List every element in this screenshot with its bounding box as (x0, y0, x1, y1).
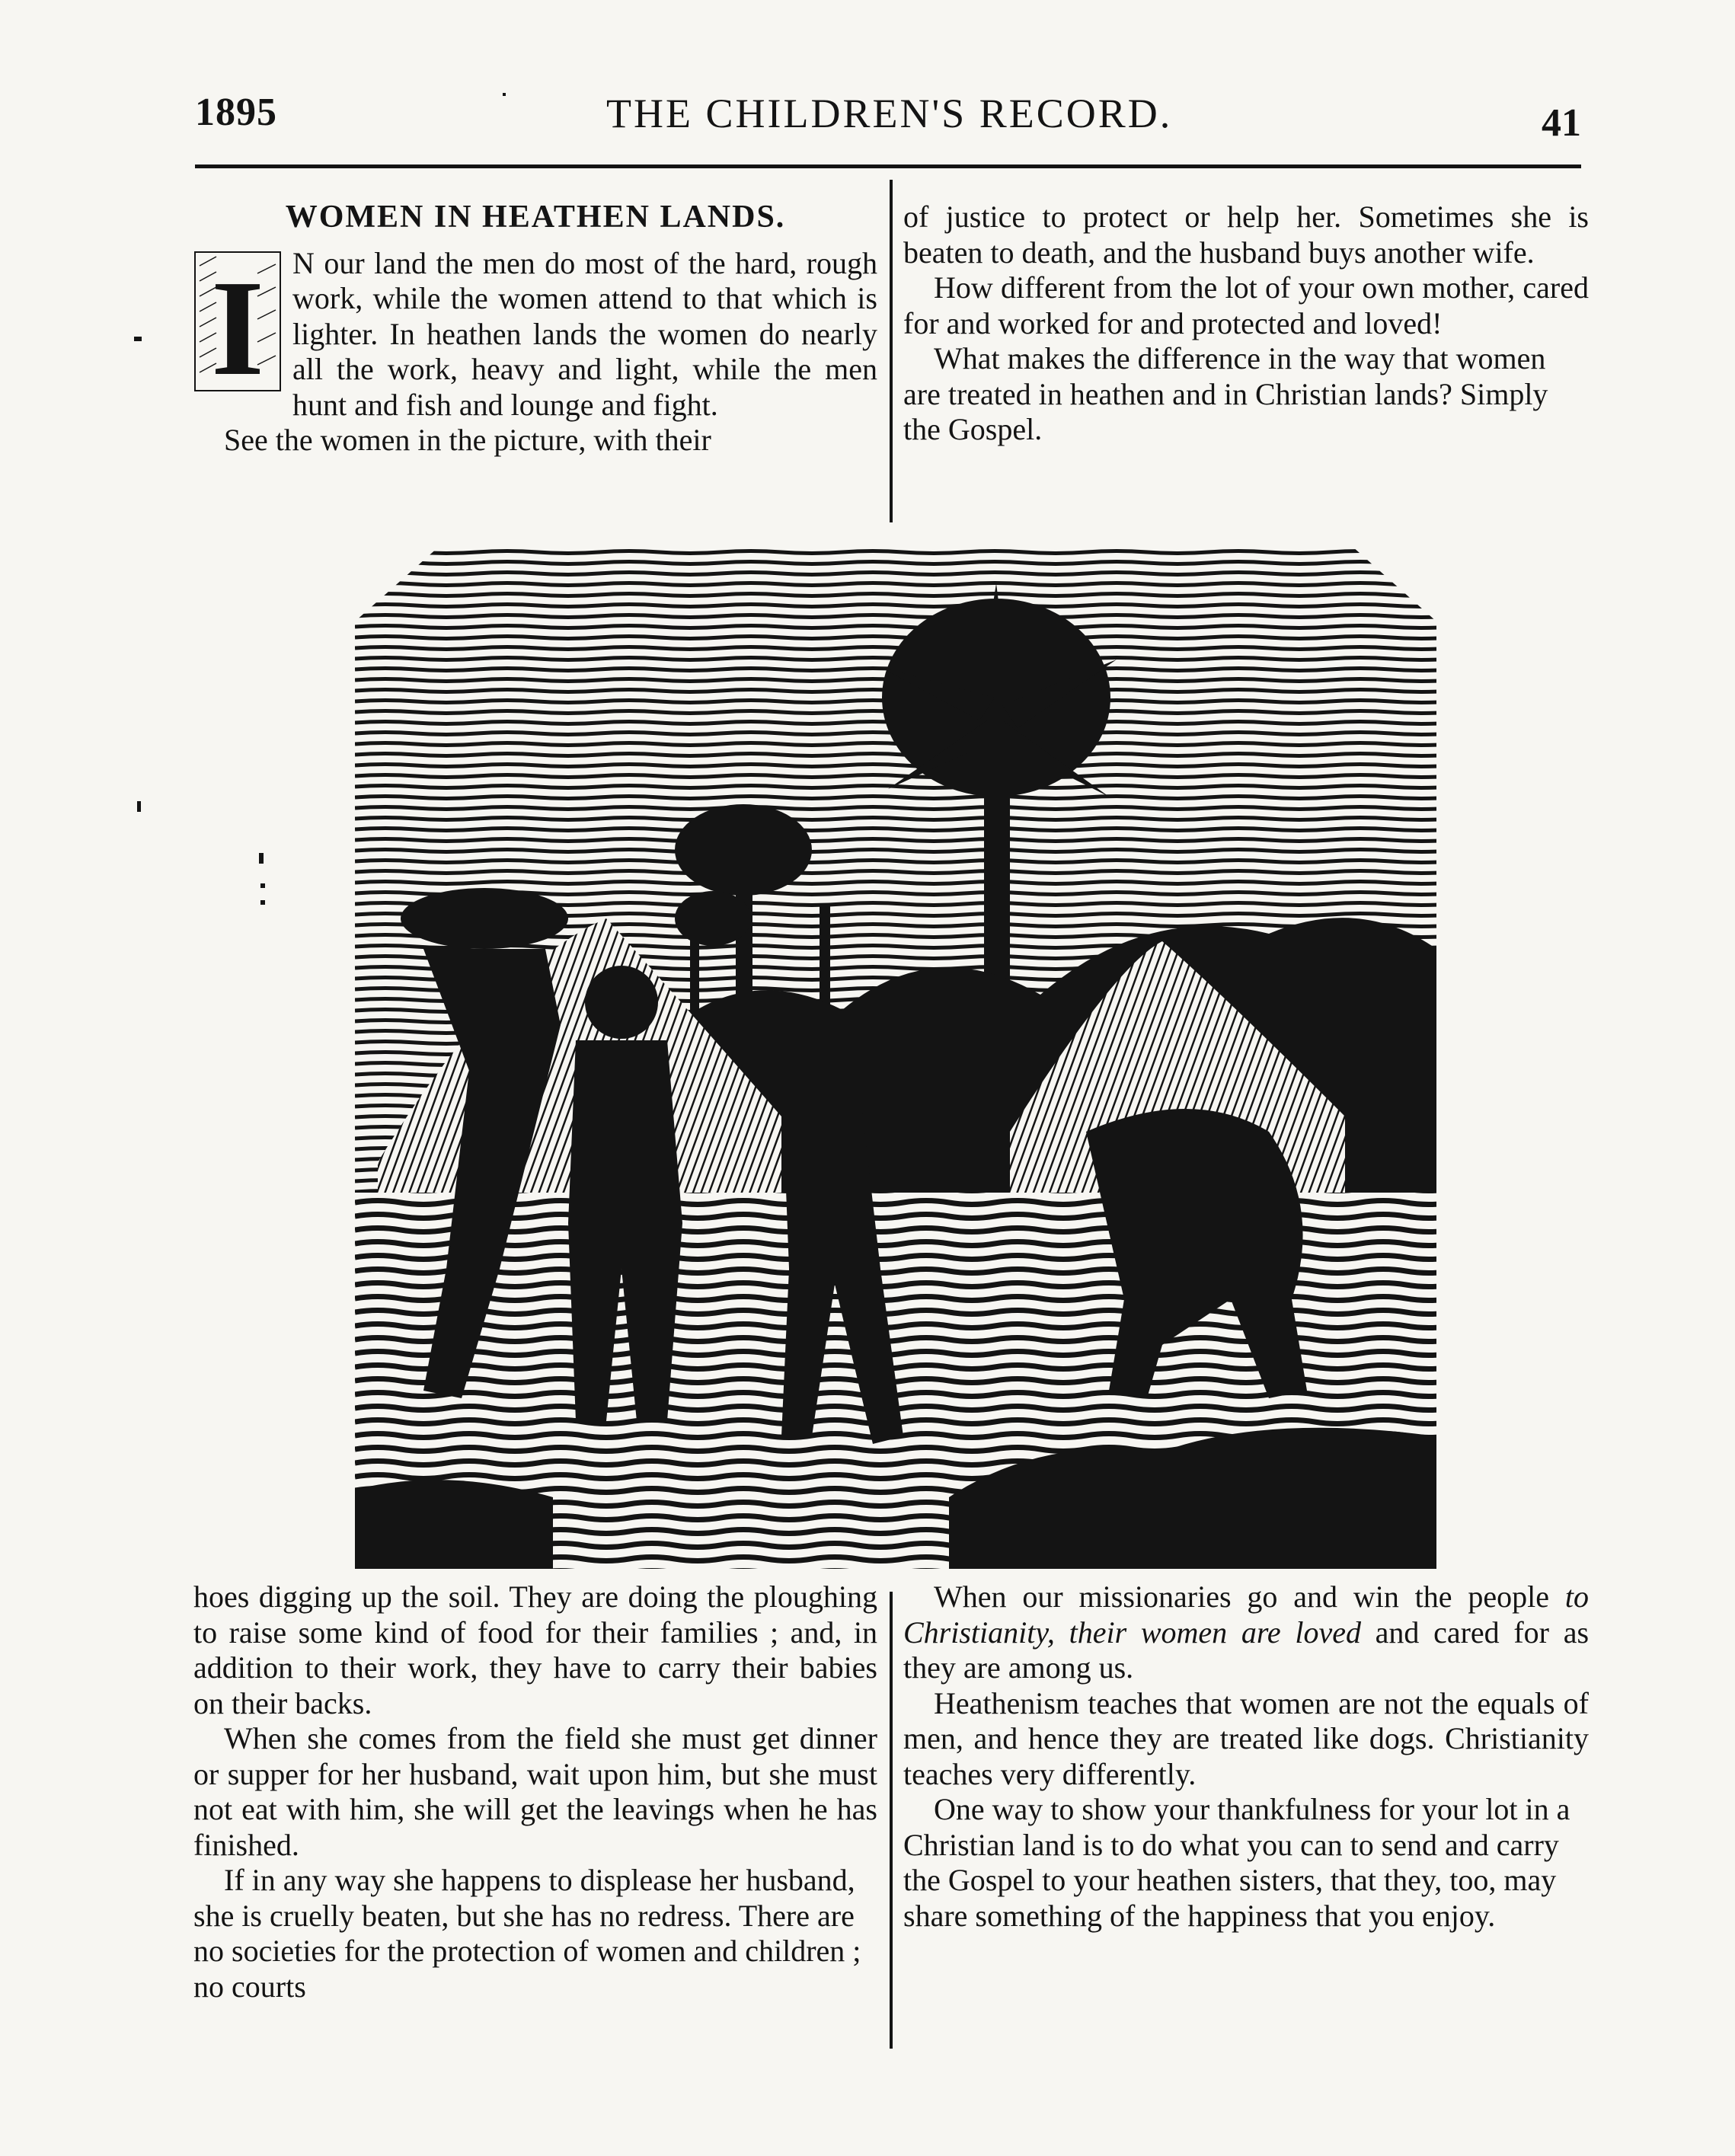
paragraph-9-b: to Christianity, their women are loved (903, 1579, 1589, 1650)
article-heading: WOMEN IN HEATHEN LANDS. (285, 200, 786, 235)
page-header (195, 90, 1581, 151)
paragraph-9-a: When our missionaries go and win the people (934, 1579, 1565, 1614)
paragraph-4: How different from the lot of your own mother, cared for and worked for and protected and loved! (903, 270, 1589, 340)
column-top-right (903, 200, 1589, 448)
svg-text:I: I (210, 251, 265, 392)
column-bottom-left (193, 1579, 877, 2004)
paragraph-5: What makes the difference in the way that women are treated in heathen and in Christian lands? Simply the Gospel. (903, 341, 1548, 446)
paragraph-7: When she comes from the field she must get dinner or supper for her husband, wait upon him, but she must not eat with him, she will get the leavings when he has finished. (193, 1721, 877, 1862)
header-year: 1895 (195, 91, 277, 134)
column-bottom-right (903, 1579, 1589, 1934)
paragraph-11: One way to show your thankfulness for your lot in a Christian land is to do what you can to send and carry the Gospel to your heathen sisters, that they, too, may share something of the happiness that you enjoy. (903, 1792, 1570, 1933)
paragraph-1: N our land the men do most of the hard, rough work, while the women attend to that which is lighter. In heathen lands the women do nearly all the work, heavy and light, while the men hunt and fish and lounge and fight. (292, 245, 877, 422)
paragraph-8: If in any way she happens to displease her husband, she is cruelly beaten, but she has no redress. There are no societies for the protection of women and children ; no courts (193, 1863, 861, 2004)
column-divider-bottom (890, 1592, 893, 2049)
first-paragraph (193, 246, 877, 423)
column-top-left (193, 200, 877, 458)
column-divider-top (890, 180, 893, 522)
drop-cap-letter-icon (193, 251, 282, 392)
paragraph-10: Heathenism teaches that women are not the equals of men, and hence they are treated like dogs. Christianity teaches very differently. (903, 1685, 1589, 1791)
paragraph-2: See the women in the picture, with their (224, 423, 711, 457)
engraving-illustration-icon (355, 538, 1436, 1569)
paragraph-9-c: and cared for as they are among us. (903, 1615, 1590, 1685)
paragraph-6: hoes digging up the soil. They are doing the ploughing to raise some kind of food for their families ; and, in addition to their work, they have to carry their babies on their backs. (193, 1579, 877, 1720)
paragraph-9 (903, 1579, 1589, 1686)
header-rule (195, 164, 1581, 168)
header-title: THE CHILDREN'S RECORD. (606, 91, 1173, 136)
header-page-number: 41 (1542, 101, 1581, 145)
paragraph-3: of justice to protect or help her. Sometimes she is beaten to death, and the husband buys another wife. (903, 200, 1589, 270)
